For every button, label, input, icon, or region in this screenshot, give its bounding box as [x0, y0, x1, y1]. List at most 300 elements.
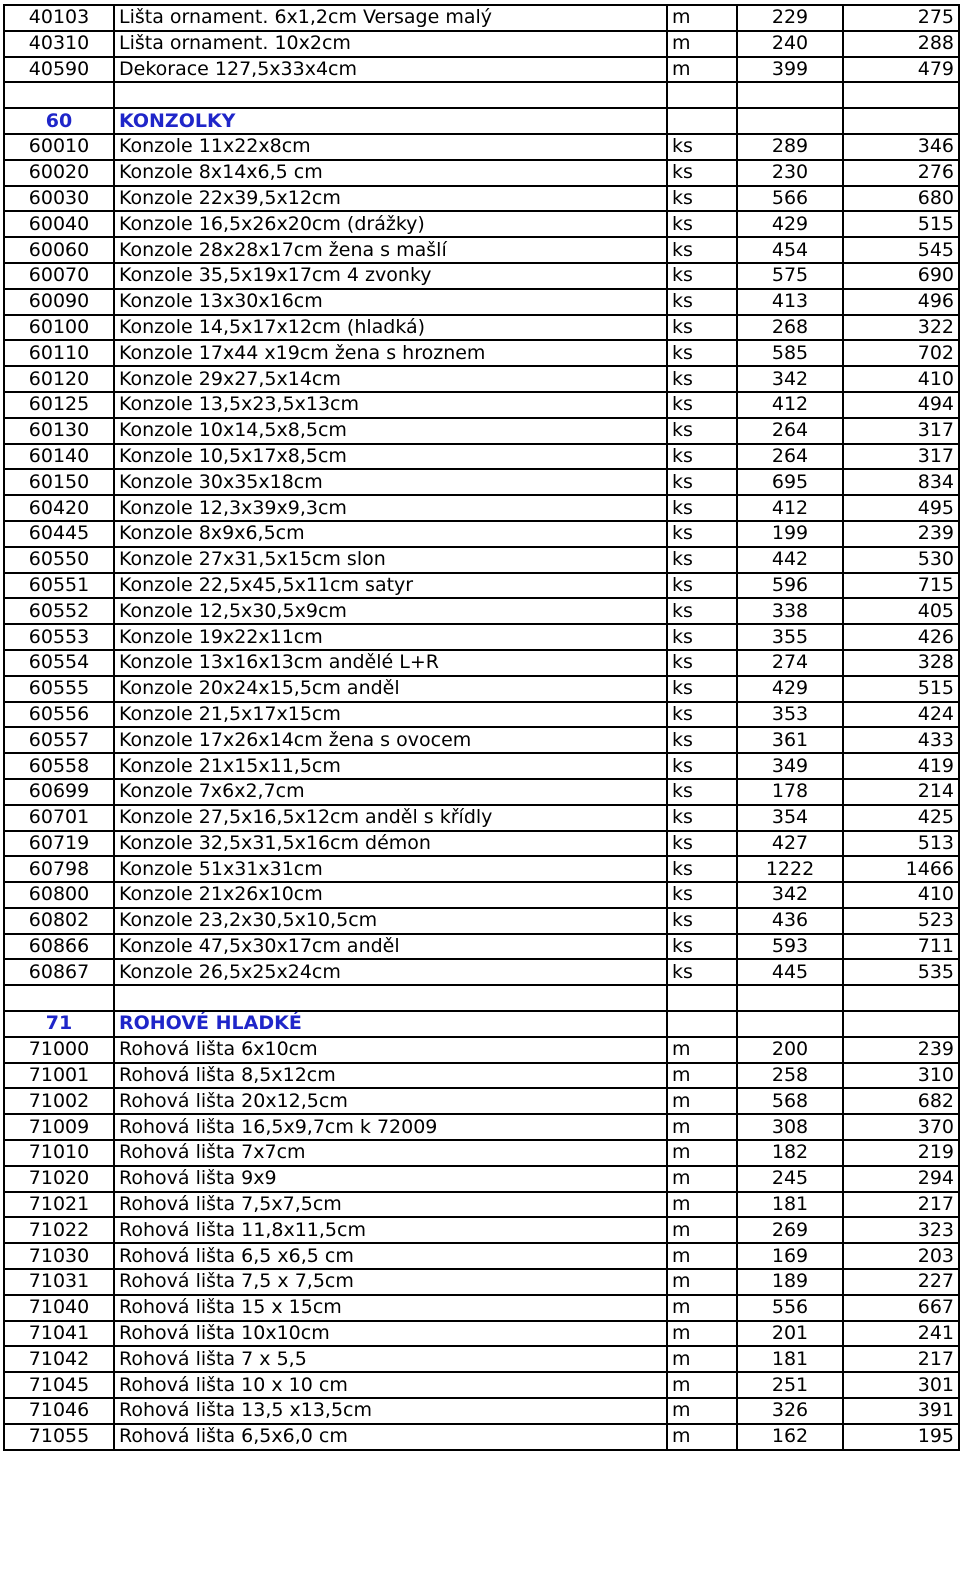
item-unit: m — [667, 1372, 737, 1398]
table-row — [4, 1063, 959, 1089]
item-name: Konzole 10x14,5x8,5cm — [114, 418, 667, 444]
table-row — [4, 1372, 959, 1398]
item-name: Konzole 27,5x16,5x12cm anděl s křídly — [114, 805, 667, 831]
table-row — [4, 366, 959, 392]
table-row — [4, 186, 959, 212]
item-price-2: 310 — [843, 1063, 959, 1089]
item-name: Konzole 20x24x15,5cm anděl — [114, 676, 667, 702]
item-price-2: 227 — [843, 1269, 959, 1295]
item-unit: ks — [667, 702, 737, 728]
item-code: 60110 — [4, 340, 114, 366]
item-name: Konzole 13x30x16cm — [114, 289, 667, 315]
item-code: 40310 — [4, 31, 114, 57]
item-name: Konzole 12,5x30,5x9cm — [114, 598, 667, 624]
table-row — [4, 1295, 959, 1321]
item-name: Rohová lišta 7,5x7,5cm — [114, 1192, 667, 1218]
item-price-2: 711 — [843, 934, 959, 960]
item-unit — [667, 985, 737, 1011]
item-price-2: 426 — [843, 624, 959, 650]
item-price-1: 568 — [737, 1088, 843, 1114]
item-name: Lišta ornament. 6x1,2cm Versage malý — [114, 5, 667, 31]
item-price-1: 556 — [737, 1295, 843, 1321]
table-row — [4, 547, 959, 573]
item-unit: ks — [667, 856, 737, 882]
item-price-1: 229 — [737, 5, 843, 31]
item-price-2: 425 — [843, 805, 959, 831]
item-code: 71009 — [4, 1114, 114, 1140]
item-price-1: 593 — [737, 934, 843, 960]
item-price-2: 195 — [843, 1424, 959, 1450]
table-row — [4, 418, 959, 444]
item-name: Konzole 13,5x23,5x13cm — [114, 392, 667, 418]
item-code: 60555 — [4, 676, 114, 702]
item-price-1: 427 — [737, 831, 843, 857]
item-price-2: 346 — [843, 134, 959, 160]
item-code — [4, 82, 114, 108]
section-item-price-1 — [737, 1011, 843, 1037]
item-price-2: 479 — [843, 57, 959, 83]
item-unit: m — [667, 1114, 737, 1140]
item-code: 60040 — [4, 211, 114, 237]
item-unit: ks — [667, 805, 737, 831]
item-price-2: 239 — [843, 1037, 959, 1063]
item-code: 71055 — [4, 1424, 114, 1450]
item-unit: ks — [667, 340, 737, 366]
item-name: Rohová lišta 10x10cm — [114, 1321, 667, 1347]
item-price-2: 370 — [843, 1114, 959, 1140]
item-name: Rohová lišta 7,5 x 7,5cm — [114, 1269, 667, 1295]
item-price-2: 276 — [843, 160, 959, 186]
table-row — [4, 624, 959, 650]
item-unit: m — [667, 1088, 737, 1114]
price-list-table — [3, 4, 960, 1451]
item-unit: ks — [667, 315, 737, 341]
item-unit: ks — [667, 624, 737, 650]
item-price-2: 241 — [843, 1321, 959, 1347]
table-row — [4, 315, 959, 341]
table-row — [4, 598, 959, 624]
item-code: 60798 — [4, 856, 114, 882]
item-name: Rohová lišta 6,5x6,0 cm — [114, 1424, 667, 1450]
item-name: Konzole 35,5x19x17cm 4 zvonky — [114, 263, 667, 289]
item-code: 60120 — [4, 366, 114, 392]
item-unit: ks — [667, 573, 737, 599]
item-price-2: 523 — [843, 908, 959, 934]
item-price-1: 429 — [737, 676, 843, 702]
item-name: Konzole 51x31x31cm — [114, 856, 667, 882]
item-code: 60550 — [4, 547, 114, 573]
table-row — [4, 959, 959, 985]
item-name: Rohová lišta 7 x 5,5 — [114, 1346, 667, 1372]
item-price-2: 317 — [843, 444, 959, 470]
item-price-1: 454 — [737, 237, 843, 263]
empty-row — [4, 82, 959, 108]
item-price-1: 178 — [737, 779, 843, 805]
item-unit: ks — [667, 547, 737, 573]
section-item-price-2 — [843, 108, 959, 134]
item-price-1: 575 — [737, 263, 843, 289]
item-code: 60553 — [4, 624, 114, 650]
item-price-1: 412 — [737, 392, 843, 418]
table-row — [4, 160, 959, 186]
table-row — [4, 856, 959, 882]
item-price-2 — [843, 985, 959, 1011]
item-code: 60140 — [4, 444, 114, 470]
item-price-2: 682 — [843, 1088, 959, 1114]
item-unit: ks — [667, 598, 737, 624]
table-row — [4, 676, 959, 702]
item-unit: m — [667, 1063, 737, 1089]
item-code: 40590 — [4, 57, 114, 83]
item-code: 60030 — [4, 186, 114, 212]
item-price-1: 413 — [737, 289, 843, 315]
section-item-unit — [667, 1011, 737, 1037]
section-item-price-1 — [737, 108, 843, 134]
item-name — [114, 82, 667, 108]
item-code: 71031 — [4, 1269, 114, 1295]
item-unit: ks — [667, 495, 737, 521]
item-name: Konzole 21x26x10cm — [114, 882, 667, 908]
table-row — [4, 57, 959, 83]
item-name: Konzole 32,5x31,5x16cm démon — [114, 831, 667, 857]
item-unit: m — [667, 1166, 737, 1192]
item-price-2: 217 — [843, 1346, 959, 1372]
item-price-1: 181 — [737, 1192, 843, 1218]
item-price-1: 251 — [737, 1372, 843, 1398]
item-name: Konzole 19x22x11cm — [114, 624, 667, 650]
item-price-1: 308 — [737, 1114, 843, 1140]
item-price-1 — [737, 985, 843, 1011]
item-unit: ks — [667, 392, 737, 418]
item-price-1: 199 — [737, 521, 843, 547]
item-unit: ks — [667, 831, 737, 857]
item-price-2: 834 — [843, 469, 959, 495]
item-price-2: 322 — [843, 315, 959, 341]
item-unit: ks — [667, 753, 737, 779]
item-price-1: 695 — [737, 469, 843, 495]
item-price-1: 355 — [737, 624, 843, 650]
item-price-1: 338 — [737, 598, 843, 624]
item-code: 71020 — [4, 1166, 114, 1192]
item-unit: ks — [667, 263, 737, 289]
item-name: Konzole 29x27,5x14cm — [114, 366, 667, 392]
item-code: 60558 — [4, 753, 114, 779]
item-code: 71046 — [4, 1398, 114, 1424]
item-price-1: 181 — [737, 1346, 843, 1372]
item-code: 60552 — [4, 598, 114, 624]
item-price-2: 530 — [843, 547, 959, 573]
item-price-2: 702 — [843, 340, 959, 366]
item-unit: ks — [667, 882, 737, 908]
item-price-2: 219 — [843, 1140, 959, 1166]
item-price-1: 201 — [737, 1321, 843, 1347]
item-name: Konzole 21,5x17x15cm — [114, 702, 667, 728]
item-name: Konzole 10,5x17x8,5cm — [114, 444, 667, 470]
item-code: 60125 — [4, 392, 114, 418]
item-unit: ks — [667, 160, 737, 186]
table-row — [4, 934, 959, 960]
item-price-2: 410 — [843, 882, 959, 908]
item-code: 71045 — [4, 1372, 114, 1398]
item-code: 71000 — [4, 1037, 114, 1063]
item-unit: m — [667, 57, 737, 83]
item-name: Konzole 13x16x13cm andělé L+R — [114, 650, 667, 676]
item-code: 60800 — [4, 882, 114, 908]
item-name: Konzole 7x6x2,7cm — [114, 779, 667, 805]
item-unit: ks — [667, 444, 737, 470]
item-code: 60867 — [4, 959, 114, 985]
table-row — [4, 1217, 959, 1243]
item-name: Konzole 16,5x26x20cm (drážky) — [114, 211, 667, 237]
table-row — [4, 727, 959, 753]
item-name: Konzole 17x44 x19cm žena s hroznem — [114, 340, 667, 366]
item-unit: ks — [667, 908, 737, 934]
table-row — [4, 340, 959, 366]
item-price-1: 349 — [737, 753, 843, 779]
item-price-1: 258 — [737, 1063, 843, 1089]
item-name: Konzole 22x39,5x12cm — [114, 186, 667, 212]
table-row — [4, 753, 959, 779]
table-row — [4, 1088, 959, 1114]
item-price-2: 317 — [843, 418, 959, 444]
item-code: 60070 — [4, 263, 114, 289]
item-name: Rohová lišta 10 x 10 cm — [114, 1372, 667, 1398]
table-row — [4, 521, 959, 547]
item-unit: ks — [667, 650, 737, 676]
table-row — [4, 444, 959, 470]
item-price-1: 585 — [737, 340, 843, 366]
table-row — [4, 1243, 959, 1269]
table-row — [4, 289, 959, 315]
item-price-2: 288 — [843, 31, 959, 57]
item-price-1: 289 — [737, 134, 843, 160]
item-name: Rohová lišta 13,5 x13,5cm — [114, 1398, 667, 1424]
table-row — [4, 1114, 959, 1140]
empty-row — [4, 985, 959, 1011]
item-code: 60130 — [4, 418, 114, 444]
item-unit: ks — [667, 959, 737, 985]
item-unit: m — [667, 31, 737, 57]
item-price-2: 496 — [843, 289, 959, 315]
item-name: Rohová lišta 6,5 x6,5 cm — [114, 1243, 667, 1269]
item-price-2: 545 — [843, 237, 959, 263]
item-price-2: 715 — [843, 573, 959, 599]
item-name: Konzole 14,5x17x12cm (hladká) — [114, 315, 667, 341]
item-price-2: 410 — [843, 366, 959, 392]
item-price-2: 513 — [843, 831, 959, 857]
item-unit: m — [667, 1243, 737, 1269]
item-price-2: 433 — [843, 727, 959, 753]
item-unit: m — [667, 1424, 737, 1450]
table-row — [4, 1346, 959, 1372]
item-code: 60866 — [4, 934, 114, 960]
item-name: Konzole 28x28x17cm žena s mašlí — [114, 237, 667, 263]
item-price-1: 189 — [737, 1269, 843, 1295]
table-row — [4, 882, 959, 908]
section-item-price-2 — [843, 1011, 959, 1037]
item-price-1: 240 — [737, 31, 843, 57]
item-code: 60010 — [4, 134, 114, 160]
item-name: Konzole 8x9x6,5cm — [114, 521, 667, 547]
item-code: 71021 — [4, 1192, 114, 1218]
item-unit: m — [667, 1192, 737, 1218]
item-price-1: 264 — [737, 444, 843, 470]
item-name: Rohová lišta 16,5x9,7cm k 72009 — [114, 1114, 667, 1140]
table-row — [4, 1140, 959, 1166]
table-row — [4, 237, 959, 263]
item-price-1: 342 — [737, 366, 843, 392]
item-price-1: 353 — [737, 702, 843, 728]
table-row — [4, 908, 959, 934]
item-unit: ks — [667, 418, 737, 444]
item-name: Konzole 22,5x45,5x11cm satyr — [114, 573, 667, 599]
item-code: 40103 — [4, 5, 114, 31]
item-unit: ks — [667, 521, 737, 547]
item-unit: m — [667, 1321, 737, 1347]
item-price-2: 328 — [843, 650, 959, 676]
item-price-1: 342 — [737, 882, 843, 908]
item-unit: ks — [667, 211, 737, 237]
item-unit: ks — [667, 186, 737, 212]
item-unit: ks — [667, 676, 737, 702]
item-price-2: 301 — [843, 1372, 959, 1398]
item-code: 71041 — [4, 1321, 114, 1347]
item-name: Konzole 21x15x11,5cm — [114, 753, 667, 779]
item-code: 60701 — [4, 805, 114, 831]
item-price-1: 412 — [737, 495, 843, 521]
table-row — [4, 1269, 959, 1295]
item-unit — [667, 82, 737, 108]
item-name: Konzole 27x31,5x15cm slon — [114, 547, 667, 573]
item-unit: ks — [667, 366, 737, 392]
item-unit: ks — [667, 779, 737, 805]
item-name: Rohová lišta 11,8x11,5cm — [114, 1217, 667, 1243]
item-unit: ks — [667, 727, 737, 753]
table-row — [4, 134, 959, 160]
item-price-2: 294 — [843, 1166, 959, 1192]
item-price-2: 495 — [843, 495, 959, 521]
item-price-1: 245 — [737, 1166, 843, 1192]
item-name: Rohová lišta 15 x 15cm — [114, 1295, 667, 1321]
item-price-1: 268 — [737, 315, 843, 341]
item-price-1: 274 — [737, 650, 843, 676]
item-price-2: 424 — [843, 702, 959, 728]
item-code: 60551 — [4, 573, 114, 599]
item-code: 71001 — [4, 1063, 114, 1089]
item-code: 60554 — [4, 650, 114, 676]
item-unit: m — [667, 1346, 737, 1372]
item-unit: m — [667, 1269, 737, 1295]
item-price-2: 515 — [843, 211, 959, 237]
item-name: Konzole 8x14x6,5 cm — [114, 160, 667, 186]
table-row — [4, 1192, 959, 1218]
item-price-1 — [737, 82, 843, 108]
item-unit: ks — [667, 237, 737, 263]
item-name: Rohová lišta 7x7cm — [114, 1140, 667, 1166]
item-code: 60150 — [4, 469, 114, 495]
item-price-2 — [843, 82, 959, 108]
section-item-code: 71 — [4, 1011, 114, 1037]
item-price-2: 535 — [843, 959, 959, 985]
item-price-1: 200 — [737, 1037, 843, 1063]
price-list-body — [4, 5, 959, 1450]
item-name: Konzole 30x35x18cm — [114, 469, 667, 495]
item-name: Konzole 17x26x14cm žena s ovocem — [114, 727, 667, 753]
item-price-2: 239 — [843, 521, 959, 547]
table-row — [4, 495, 959, 521]
item-price-2: 391 — [843, 1398, 959, 1424]
item-code: 60557 — [4, 727, 114, 753]
item-code: 60699 — [4, 779, 114, 805]
item-code — [4, 985, 114, 1011]
item-price-1: 361 — [737, 727, 843, 753]
item-code: 71030 — [4, 1243, 114, 1269]
item-code: 60060 — [4, 237, 114, 263]
table-row — [4, 805, 959, 831]
item-price-1: 326 — [737, 1398, 843, 1424]
item-code: 60090 — [4, 289, 114, 315]
item-unit: m — [667, 5, 737, 31]
item-code: 60420 — [4, 495, 114, 521]
table-row — [4, 1321, 959, 1347]
item-price-2: 217 — [843, 1192, 959, 1218]
section-item-name: KONZOLKY — [114, 108, 667, 134]
item-price-1: 169 — [737, 1243, 843, 1269]
item-code: 71022 — [4, 1217, 114, 1243]
item-price-1: 264 — [737, 418, 843, 444]
table-row — [4, 1424, 959, 1450]
table-row — [4, 392, 959, 418]
table-row — [4, 1398, 959, 1424]
table-row — [4, 702, 959, 728]
item-name: Rohová lišta 9x9 — [114, 1166, 667, 1192]
item-unit: m — [667, 1037, 737, 1063]
item-price-1: 596 — [737, 573, 843, 599]
item-unit: ks — [667, 134, 737, 160]
item-price-2: 667 — [843, 1295, 959, 1321]
table-row — [4, 469, 959, 495]
item-name: Rohová lišta 20x12,5cm — [114, 1088, 667, 1114]
item-name: Konzole 23,2x30,5x10,5cm — [114, 908, 667, 934]
item-price-2: 214 — [843, 779, 959, 805]
item-unit: m — [667, 1398, 737, 1424]
item-price-2: 323 — [843, 1217, 959, 1243]
table-row — [4, 1037, 959, 1063]
table-row — [4, 31, 959, 57]
section-item-code: 60 — [4, 108, 114, 134]
item-code: 60445 — [4, 521, 114, 547]
item-price-2: 405 — [843, 598, 959, 624]
item-code: 60556 — [4, 702, 114, 728]
item-price-1: 566 — [737, 186, 843, 212]
table-row — [4, 1166, 959, 1192]
item-price-2: 680 — [843, 186, 959, 212]
section-header-row — [4, 1011, 959, 1037]
item-name: Rohová lišta 6x10cm — [114, 1037, 667, 1063]
item-unit: m — [667, 1295, 737, 1321]
item-unit: m — [667, 1140, 737, 1166]
table-row — [4, 650, 959, 676]
item-name: Konzole 12,3x39x9,3cm — [114, 495, 667, 521]
item-code: 71002 — [4, 1088, 114, 1114]
item-price-1: 354 — [737, 805, 843, 831]
item-price-1: 162 — [737, 1424, 843, 1450]
item-price-2: 494 — [843, 392, 959, 418]
section-item-name: ROHOVÉ HLADKÉ — [114, 1011, 667, 1037]
item-name: Konzole 26,5x25x24cm — [114, 959, 667, 985]
item-price-1: 445 — [737, 959, 843, 985]
item-price-1: 442 — [737, 547, 843, 573]
